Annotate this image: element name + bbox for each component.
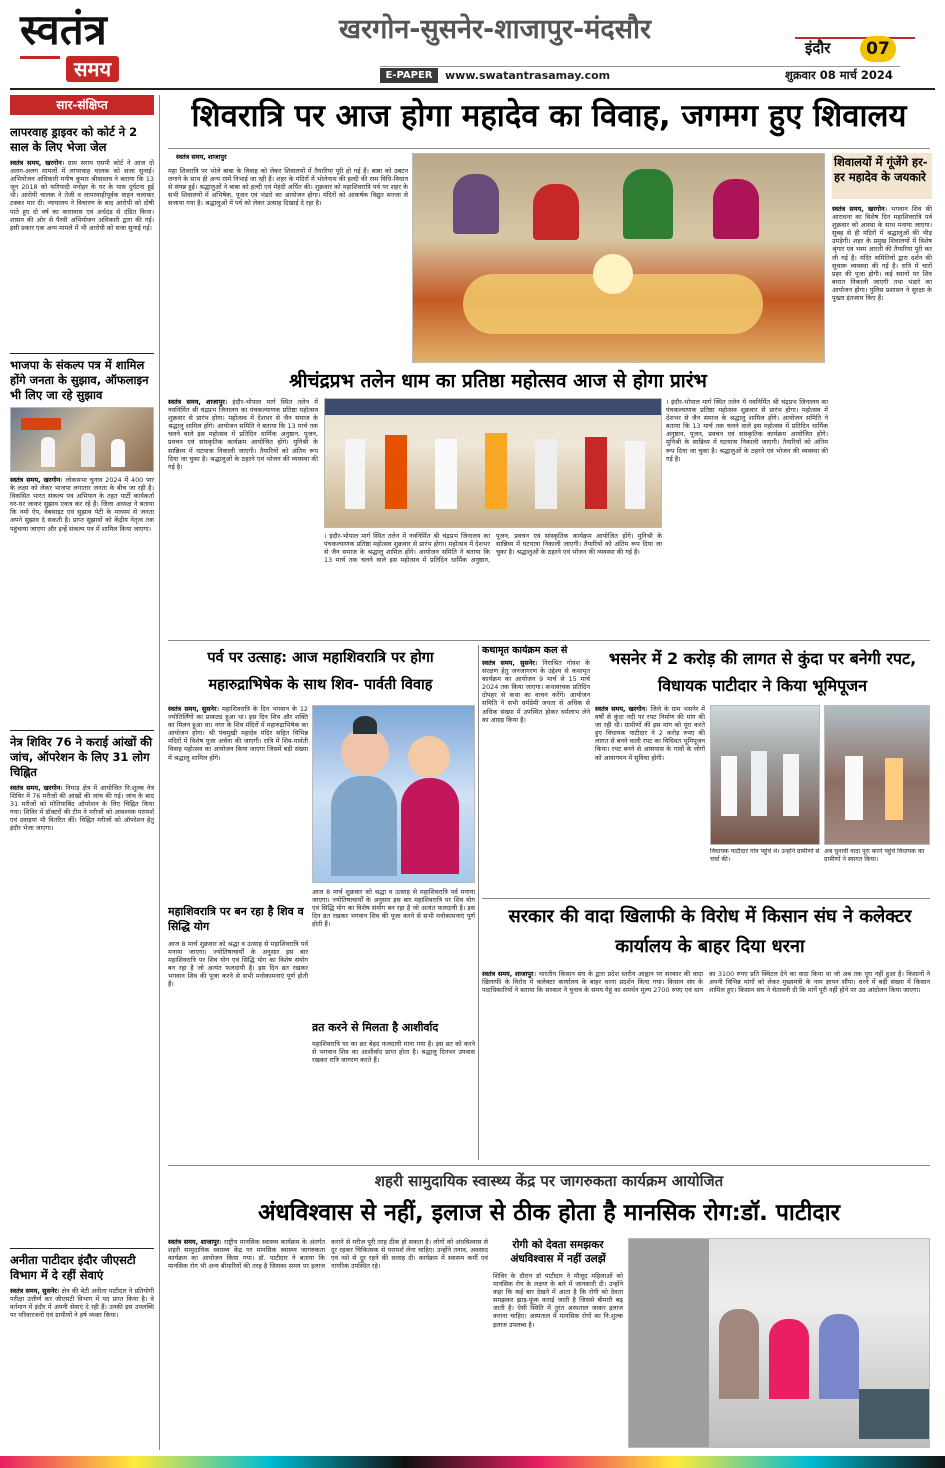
bhasner-headline: भसनेर में 2 करोड़ की लागत से कुंदा पर बनेगी रपट, विधायक पाटीदार ने किया भूमिपूजन: [608, 649, 917, 695]
bhasner-caption-2: अब चुनावी वादा पूरा करने पहुंचे विधायक का ग्रामीणों ने स्वागत किया।: [824, 848, 925, 863]
sidebar-story-3-headline: नेत्र शिविर 76 ने कराई आंखों की जांच, ऑपरेशन के लिए 31 लोग चिह्नित: [10, 735, 153, 779]
sidebar-story-2-headline: भाजपा के संकल्प पत्र में शामिल होंगे जनता के सुझाव, ऑफलाइन भी लिए जा रहे सुझाव: [10, 358, 149, 402]
banner-story: [168, 1238, 488, 1448]
bhasner-photo-2: [824, 705, 930, 845]
story-body: । लोकसभा चुनाव 2024 में 400 पार के लक्ष्य को लेकर भाजपा लगातार जनता के बीच जा रही है। विकसित भारत संकल्प पत्र अभियान के तहत पार्टी कार्यकर्ता घर-घर जाकर सुझाव एकत्र कर रहे हैं। जिला अध्यक्ष ने बताया कि नमो ऐप, वेबसाइट एवं सुझाव पेटी के माध्यम से जनता अपने सुझाव दे सकती है। प्राप्त सुझावों को केंद्रीय नेतृत्व तक पहुंचाया जाएगा और इन्हें संकल्प पत्र में शामिल किया जाएगा।: [10, 476, 154, 533]
shivratri-story-col2: [312, 888, 475, 1160]
sidebar-story-4-headline: अनीता पाटीदार इंदौर जीएसटी विभाग में दे रहीं सेवाएं: [10, 1253, 136, 1282]
page-number: 07: [860, 36, 896, 62]
story-body: । जिले के ग्राम भसनेर में वर्षों से कुंदा नदी पर रपट निर्माण की मांग की जा रही थी। ग्रामीणों की इस मांग को पूरा करते हुए विधायक पाटीदार ने 2 करोड़ रुपए की लागत से बनने वाली रपट का विधिवत भूमिपूजन किया। रपट बनने से आसपास के गांवों के लोगों को आवागमन में सुविधा होगी।: [595, 705, 705, 762]
sidebar: [10, 95, 154, 1450]
story-body: । भारतीय किसान संघ के द्वारा प्रदेश स्तरीय आह्वान पर सरकार की वादा खिलाफी के विरोध में कलेक्टर कार्यालय के बाहर धरना प्रदर्शन किया गया। किसान संघ के पदाधिकारियों ने बताया कि सरकार ने चुनाव के समय गेहूं का समर्थन मूल्य 2700 रुपए एवं धान का 3100 रुपए प्रति क्विंटल देने का वादा किया था जो अब तक पूरा नहीं हुआ है। किसानों ने अपनी विभिन्न मांगों को लेकर मुख्यमंत्री के नाम ज्ञापन सौंपा। धरने में बड़ी संख्या में किसान शामिल हुए। किसान संघ ने चेतावनी दी कि मांगें पूरी नहीं होने पर उग्र आंदोलन किया जाएगा।: [482, 970, 930, 995]
bhasner-photo-1: [710, 705, 820, 845]
jain-story-col2: [324, 532, 662, 632]
story-body: । ग्राम सराय एसपी कोर्ट ने आज दो अलग-अलग मामलों में लापरवाह चालक को सजा सुनाई। अभियोजन अधिकारी मनीष कुमार श्रीवास्तव ने बताया कि 13 जून 2018 को फरियादी मनोहर के घर के पास दुर्घटना हुई थी। आरोपी चालक ने तेजी व लापरवाहीपूर्वक वाहन चलाकर टक्कर मार दी। न्यायालय ने विचारण के बाद आरोपी को दोषी पाते हुए दो वर्ष का कारावास एवं अर्थदंड से दंडित किया। शासन की ओर से पैरवी अभियोजन अधिकारी द्वारा की गई। इसी प्रकार एक अन्य मामले में भी आरोपी को सजा सुनाई गई।: [10, 159, 154, 232]
lead-headline: शिवरात्रि पर आज होगा महादेव का विवाह, जगमग हुए शिवालय: [191, 98, 907, 134]
jain-story-col3: [666, 398, 828, 633]
byline: स्वतंत्र समय, खरगोन: [595, 705, 646, 713]
shivratri-sub-body: आज 8 मार्च शुक्रवार को श्रद्धा व उत्साह से महाशिवरात्रि पर्व मनाया जाएगा। ज्योतिषाचार्यों के अनुसार इस बार महाशिवरात्रि पर शिव योग एवं सिद्धि योग का विशेष संयोग बन रहा है जो अत्यंत फलदायी है। इस दिन व्रत रखकर भगवान शिव की पूजा करने से सभी मनोकामनाएं पूर्ण होती हैं।: [168, 940, 308, 989]
byline: स्वतंत्र समय, सुसनेर: [482, 659, 535, 667]
website-link[interactable]: www.swatantrasamay.com: [445, 69, 611, 82]
shivratri-subhead-2: व्रत करने से मिलता है आशीर्वाद: [312, 1021, 439, 1034]
byline: स्वतंत्र समय, खरगोन: [10, 476, 61, 484]
byline: स्वतंत्र समय, शाजापुर: [168, 398, 225, 406]
jain-photo: [324, 398, 662, 528]
logo-line2: समय: [66, 56, 119, 82]
sidebar-story-2-photo: [10, 407, 154, 472]
story-body: । महाशिवरात्रि के दिन भगवान के 12 ज्योतिर्लिंगों का प्राकट्य हुआ था। इस दिन शिव और शक्ति का मिलन हुआ था। नगर के शिव मंदिरों में महारुद्राभिषेक का आयोजन होगा। श्री पंचमुखी महादेव मंदिर सहित विभिन्न मंदिरों में विशेष पूजा अर्चना की जाएगी। रात्रि में शिव-पार्वती विवाह महोत्सव का आयोजन किया जाएगा जिसमें बड़ी संख्या में श्रद्धालु शामिल होंगे।: [168, 705, 308, 762]
story-body: । निमाड़ क्षेत्र में आयोजित नि:शुल्क नेत्र शिविर में 76 मरीजों की आंखों की जांच की गई। जांच के बाद 31 मरीजों को मोतियाबिंद ऑपरेशन के लिए चिह्नित किया गया। शिविर में डॉक्टरों की टीम ने मरीजों को आवश्यक परामर्श एवं दवाइयां भी वितरित कीं। चिह्नित मरीजों को ऑपरेशन हेतु इंदौर भेजा जाएगा।: [10, 784, 154, 833]
byline: स्वतंत्र समय, खरगोन: [10, 784, 61, 792]
banner-sidebox-body: शिविर के दौरान डॉ पाटीदार ने मौजूद महिलाओं को मानसिक रोग के लक्षण के बारे में जानकारी दी। उन्होंने कहा कि कई बार देखने में आता है कि रोगी को देवता समझकर झाड़-फूंक कराई जाती है जिससे बीमारी बढ़ जाती है। ऐसी स्थिति में तुरंत अस्पताल जाकर इलाज कराना चाहिए। अस्पताल में मानसिक रोगों का नि:शुल्क इलाज उपलब्ध है।: [493, 1272, 623, 1329]
story-body: । इंदौर-भोपाल मार्ग स्थित तलेन में नवनिर्मित श्री चंद्रप्रभ जिनालय का पंचकल्याणक प्रतिष्ठा महोत्सव शुक्रवार से प्रारंभ होगा। महोत्सव में देशभर से जैन समाज के श्रद्धालु शामिल होंगे। आयोजन समिति ने बताया कि 13 मार्च तक चलने वाले इस महोत्सव में प्रतिदिन धार्मिक अनुष्ठान, पूजन, प्रवचन एवं सांस्कृतिक कार्यक्रम आयोजित होंगे। मुनिश्री के सान्निध्य में घटयात्रा निकाली जाएगी। तैयारियों को अंतिम रूप दिया जा चुका है। श्रद्धालुओं के ठहरने एवं भोजन की व्यवस्था की गई है।: [168, 398, 318, 471]
masthead: [0, 0, 945, 90]
edition-title: खरगोन-सुसनेर-शाजापुर-मंदसौर: [339, 14, 651, 45]
sidebar-story-1: [10, 125, 154, 349]
banner-sidebox-headline: रोगी को देवता समझकर अंधविश्वास में नहीं उलझें: [510, 1239, 606, 1265]
banner-headline: अंधविश्वास से नहीं, इलाज से ठीक होता है मानसिक रोग:डॉ. पाटीदार: [257, 1200, 841, 1226]
sidebar-story-4: [10, 1253, 154, 1468]
story-body: । इंदौर-भोपाल मार्ग स्थित तलेन में नवनिर्मित श्री चंद्रप्रभ जिनालय का पंचकल्याणक प्रतिष्ठा महोत्सव शुक्रवार से प्रारंभ होगा। महोत्सव में देशभर से जैन समाज के श्रद्धालु शामिल होंगे। आयोजन समिति ने बताया कि 13 मार्च तक चलने वाले इस महोत्सव में प्रतिदिन धार्मिक अनुष्ठान, पूजन, प्रवचन एवं सांस्कृतिक कार्यक्रम आयोजित होंगे। मुनिश्री के सान्निध्य में घटयात्रा निकाली जाएगी। तैयारियों को अंतिम रूप दिया जा चुका है। श्रद्धालुओं के ठहरने एवं भोजन की व्यवस्था की गई है।: [324, 532, 662, 565]
sidebar-label: सार-संक्षिप्त: [10, 95, 154, 115]
byline: स्वतंत्र समय, शाजापुर: [168, 1238, 220, 1246]
katha-headline: कथामृत कार्यक्रम कल से: [482, 645, 568, 656]
kisan-headline: सरकार की वादा खिलाफी के विरोध में किसान संघ ने कलेक्टर कार्यालय के बाहर दिया धरना: [508, 906, 912, 957]
shiva-parvati-photo: [312, 705, 475, 883]
lead-body: महा शिवरात्रि पर भोले बाबा के विवाह को लेकर शिवालयों में तैयारियां पूरी हो गई हैं। बाबा को उबटन लगाने के साथ ही अन्य रस्में निभाई जा रही हैं। शहर के मंदिरों में भोलेनाथ की हल्दी की रस्म विधि-विधान से संपन्न हुई। श्रद्धालुओं ने बाबा को हल्दी एवं मेहंदी अर्पित की। शुक्रवार को महाशिवरात्रि पर्व पर शहर के सभी शिवालयों में अभिषेक, पूजन एवं भंडारे का आयोजन होगा। मंदिरों को आकर्षक विद्युत सज्जा से सजाया गया है। श्रद्धालुओं में पर्व को लेकर उत्साह दिखाई दे रहा है।: [168, 167, 408, 208]
story-body: । इंदौर-भोपाल मार्ग स्थित तलेन में नवनिर्मित श्री चंद्रप्रभ जिनालय का पंचकल्याणक प्रतिष्ठा महोत्सव शुक्रवार से प्रारंभ होगा। महोत्सव में देशभर से जैन समाज के श्रद्धालु शामिल होंगे। आयोजन समिति ने बताया कि 13 मार्च तक चलने वाले इस महोत्सव में प्रतिदिन धार्मिक अनुष्ठान, पूजन, प्रवचन एवं सांस्कृतिक कार्यक्रम आयोजित होंगे। मुनिश्री के सान्निध्य में घटयात्रा निकाली जाएगी। तैयारियों को अंतिम रूप दिया जा चुका है। श्रद्धालुओं के ठहरने एवं भोजन की व्यवस्था की गई है।: [666, 398, 828, 463]
bhasner-story: [595, 705, 705, 890]
byline: स्वतंत्र समय, खरगोन: [832, 205, 885, 213]
sidebar-story-1-headline: लापरवाह ड्राइवर को कोर्ट ने 2 साल के लिए भेजा जेल: [10, 125, 138, 154]
logo-line1: स्वतंत्र: [20, 5, 107, 54]
issue-date: शुक्रवार 08 मार्च 2024: [785, 68, 893, 82]
byline: स्वतंत्र समय, शाजापुर: [482, 970, 534, 978]
byline: स्वतंत्र समय, सुसनेर: [10, 1287, 57, 1295]
color-registration-bar: [0, 1456, 945, 1468]
banner-sidebox: [493, 1238, 623, 1448]
byline: स्वतंत्र समय, खरगोन: [10, 159, 62, 167]
lead-story: [168, 153, 408, 363]
story-body: । राष्ट्रीय मानसिक स्वास्थ्य कार्यक्रम के अंतर्गत शहरी सामुदायिक स्वास्थ्य केंद्र पर मानसिक स्वास्थ्य जागरुकता कार्यक्रम का आयोजन किया गया। डॉ. पाटीदार ने बताया कि मानसिक रोग भी अन्य बीमारियों की तरह है जिसका समय पर इलाज कराने से मरीज पूरी तरह ठीक हो सकता है। लोगों को अंधविश्वास से दूर रहकर चिकित्सक से परामर्श लेना चाहिए। उन्होंने तनाव, अवसाद एवं नशे से दूर रहने की सलाह दी। कार्यक्रम में स्वास्थ्य कर्मी एवं नागरिक उपस्थित रहे।: [168, 1238, 488, 1271]
bhasner-caption-1: विधायक पाटीदार गांव पहुंचे थे। उन्होंने ग्रामीणों से चर्चा की।: [710, 848, 820, 863]
sidebar-story-2: [10, 358, 154, 726]
kisan-story: [482, 970, 930, 1160]
lead-sidebox: [832, 153, 932, 653]
byline: स्वतंत्र समय, शाजापुर: [176, 153, 227, 161]
shivratri-subhead: महाशिवरात्रि पर बन रहा है शिव व सिद्धि योग: [168, 905, 304, 933]
story-body: । क्षेत्र की बेटी अनीता पाटीदार ने प्रतियोगी परीक्षा उत्तीर्ण कर जीएसटी विभाग में पद प्राप्त किया है। वे वर्तमान में इंदौर में अपनी सेवाएं दे रही हैं। उनकी इस उपलब्धि पर परिवारजनों एवं ग्रामीणों ने हर्ष व्यक्त किया।: [10, 1287, 154, 1320]
shivratri-story-col1: [168, 705, 308, 1160]
story-body: । निराश्रित गोवंश के संरक्षण हेतु जनजागरण के उद्देश्य से कथामृत कार्यक्रम का आयोजन 9 मार्च से 15 मार्च 2024 तक किया जाएगा। कथावाचक प्रतिदिन दोपहर से कथा का वाचन करेंगे। आयोजन समिति ने सभी धर्मप्रेमी जनता से अधिक से अधिक संख्या में उपस्थित होकर धर्मलाभ लेने का आग्रह किया है।: [482, 659, 590, 724]
byline: स्वतंत्र समय, सुसनेर: [168, 705, 217, 713]
jain-headline: श्रीचंद्रप्रभ तलेन धाम का प्रतिष्ठा महोत्सव आज से होगा प्रारंभ: [289, 370, 707, 392]
sidebar-story-3: [10, 735, 154, 1244]
story-body: आज 8 मार्च शुक्रवार को श्रद्धा व उत्साह से महाशिवरात्रि पर्व मनाया जाएगा। ज्योतिषाचार्यों के अनुसार इस बार महाशिवरात्रि पर शिव योग एवं सिद्धि योग का विशेष संयोग बन रहा है जो अत्यंत फलदायी है। इस दिन व्रत रखकर भगवान शिव की पूजा करने से सभी मनोकामनाएं पूर्ण होती हैं।: [312, 888, 475, 929]
banner-kicker: शहरी सामुदायिक स्वास्थ्य केंद्र पर जागरुकता कार्यक्रम आयोजित: [374, 1172, 724, 1190]
banner-photo: [628, 1238, 930, 1448]
city-label: इंदौर: [805, 39, 831, 57]
shivratri-sub-body-2: महाशिवरात्रि पर का व्रत बेहद फलदायी माना गया है। इस व्रत को करने से भगवान शिव का आशीर्वाद प्राप्त होता है। श्रद्धालु दिनभर उपवास रखकर रात्रि जागरण करते हैं।: [312, 1040, 475, 1065]
logo: [20, 6, 150, 86]
jain-story-col1: [168, 398, 318, 633]
story-body: । भगवान शिव की आराधना का विशेष दिन महाशिवरात्रि पर्व शुक्रवार को आस्था के साथ मनाया जाएगा। सुबह से ही मंदिरों में श्रद्धालुओं की भीड़ उमड़ेगी। शहर के प्रमुख शिवालयों में विशेष श्रृंगार एवं भस्म आरती की तैयारियां पूरी कर ली गई हैं। मंदिर समितियों द्वारा दर्शन की सुचारू व्यवस्था की गई है। रात्रि में चारों प्रहर की पूजा होगी। कई स्थानों पर शिव बारात निकाली जाएगी तथा भंडारे का आयोजन होगा। पुलिस प्रशासन ने सुरक्षा के पुख्ता इंतजाम किए हैं।: [832, 205, 932, 303]
lead-sidebox-headline: शिवालयों में गूंजेंगे हर-हर महादेव के जयकारे: [832, 153, 932, 199]
shivratri-headline: पर्व पर उत्साह: आज महाशिवरात्रि पर होगा महारुद्राभिषेक के साथ शिव- पार्वती विवाह: [207, 650, 434, 693]
lead-photo: [412, 153, 825, 363]
katha-story: [482, 645, 590, 895]
epaper-badge[interactable]: E-PAPER: [380, 68, 438, 83]
